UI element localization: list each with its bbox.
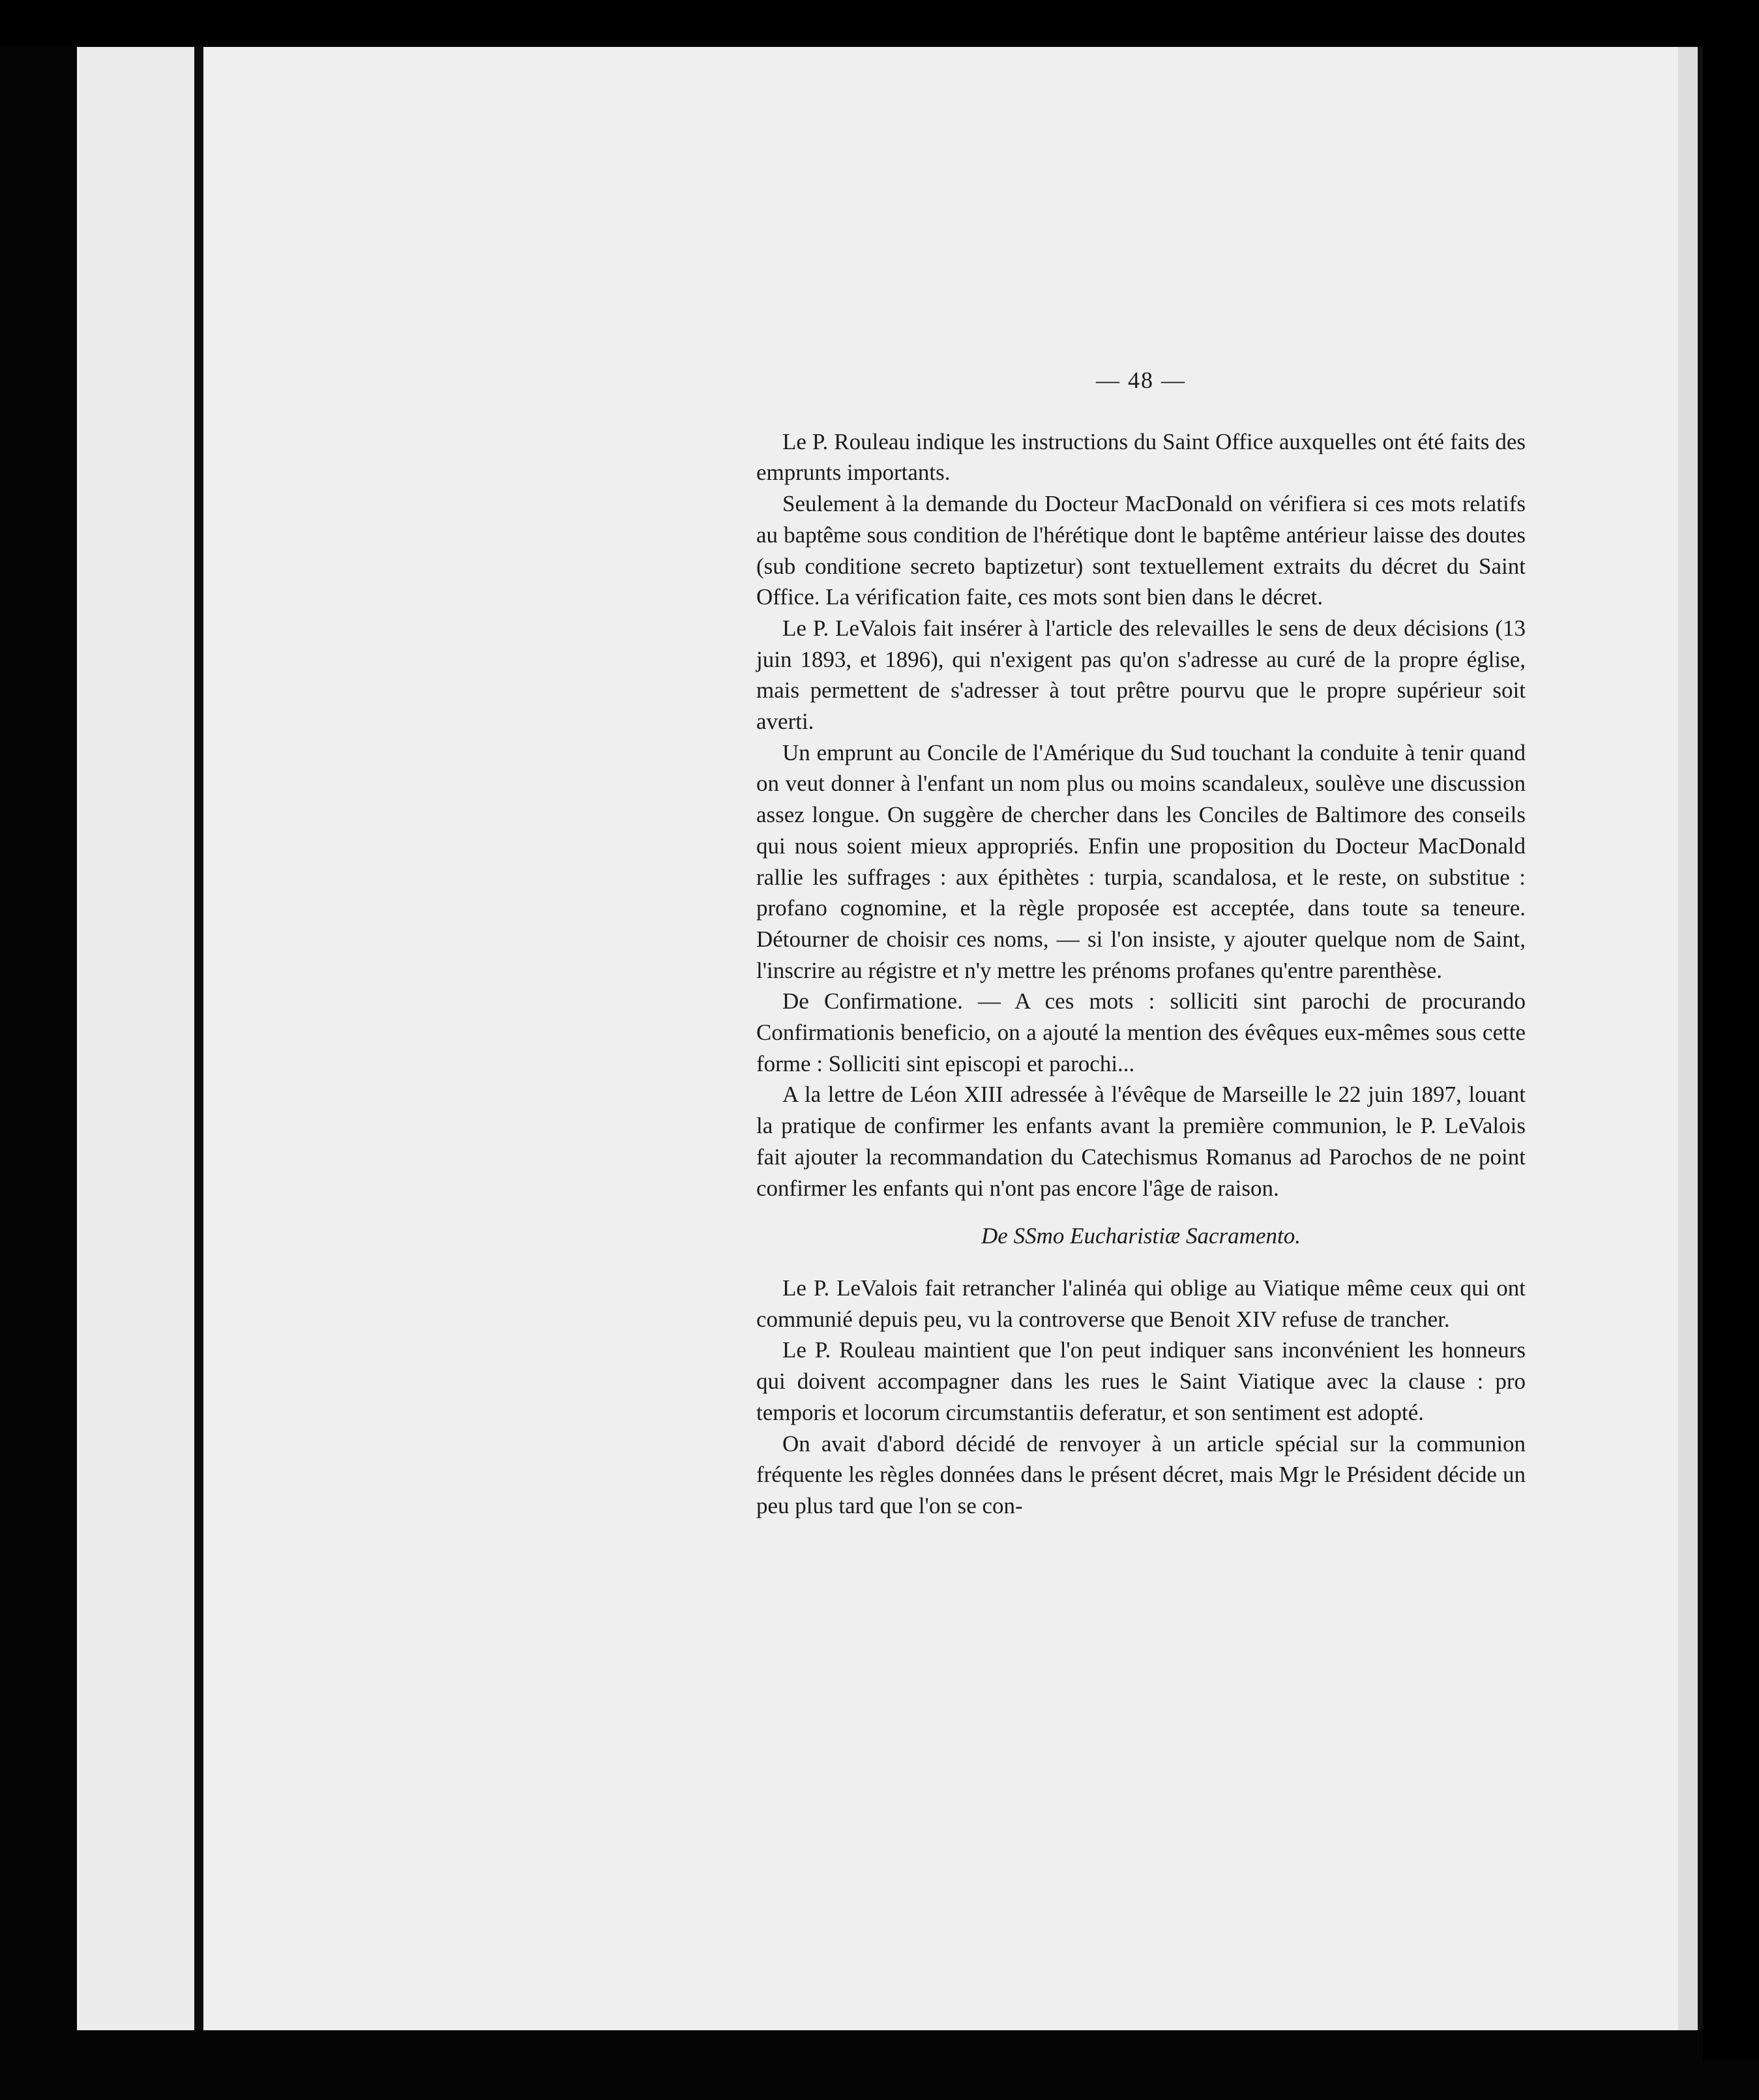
paragraph: De Confirmatione. — A ces mots : solliciti sint parochi de procurando Confirmationis beneficio, on a ajouté la mention des évêques eux-mêmes sous cette forme : Solliciti sint episcopi et parochi... xyxy=(756,988,1526,1076)
paragraph: Le P. LeValois fait retrancher l'alinéa qui oblige au Viatique même ceux qui ont communié depuis peu, vu la controverse que Benoit XIV refuse de trancher. xyxy=(756,1275,1526,1332)
paragraph: Un emprunt au Concile de l'Amérique du Sud touchant la conduite à tenir quand on veut donner à l'enfant un nom plus ou moins scandaleux, soulève une discussion assez longue. On suggère de chercher dans les Conciles de Baltimore des conseils qui nous soient mieux appropriés. Enfin une proposition du Docteur MacDonald rallie les suffrages : aux épithètes : turpia, scandalosa, et le reste, on substitue : profano cognomine, et la règle proposée est acceptée, dans toute sa teneure. Détourner de choisir ces noms, — si l'on insiste, y ajouter quelque nom de Saint, l'inscrire au régistre et n'y mettre les prénoms profanes qu'entre parenthèse. xyxy=(756,739,1526,983)
scan-border-right xyxy=(1703,39,1759,2060)
paragraph: Le P. Rouleau indique les instructions du Saint Office auxquelles ont été faits des emprunts importants. xyxy=(756,428,1526,486)
adjacent-page-leaf xyxy=(77,47,194,2030)
paragraph: A la lettre de Léon XIII adressée à l'évêque de Marseille le 22 juin 1897, louant la pratique de confirmer les enfants avant la première communion, le P. LeValois fait ajouter la recommandation du Catechismus Romanus ad Parochos de ne point confirmer les enfants qui n'ont pas encore l'âge de raison. xyxy=(756,1082,1526,1201)
paragraph: On avait d'abord décidé de renvoyer à un article spécial sur la communion fréquente les règles données dans le présent décret, mais Mgr le Président décide un peu plus tard que l'on se con- xyxy=(756,1430,1526,1518)
page-edge xyxy=(1678,47,1703,2030)
section-heading: De SSmo Eucharistiæ Sacramento. xyxy=(981,1223,1301,1249)
page-text xyxy=(756,365,1526,1522)
paragraph: Le P. Rouleau maintient que l'on peut indiquer sans inconvénient les honneurs qui doivent accompagner dans les rues le Saint Viatique avec la clause : pro temporis et locorum circumstantiis deferatur, et son sentiment est adopté. xyxy=(756,1337,1526,1425)
paragraph: Le P. LeValois fait insérer à l'article des relevailles le sens de deux décisions (13 juin 1893, et 1896), qui n'exigent pas qu'on s'adresse au curé de la propre église, mais permettent de s'adresser à tout prêtre pourvu que le propre supérieur soit averti. xyxy=(756,615,1526,735)
scan-border-top xyxy=(0,0,1759,46)
page-number: — 48 — xyxy=(1096,367,1186,393)
paragraph: Seulement à la demande du Docteur MacDonald on vérifiera si ces mots relatifs au baptême sous condition de l'hérétique dont le baptême antérieur laisse des doutes (sub conditione secreto baptizetur) sont textuellement extraits du décret du Saint Office. La vérification faite, ces mots sont bien dans le décret. xyxy=(756,491,1526,610)
page-gutter xyxy=(194,47,203,2030)
